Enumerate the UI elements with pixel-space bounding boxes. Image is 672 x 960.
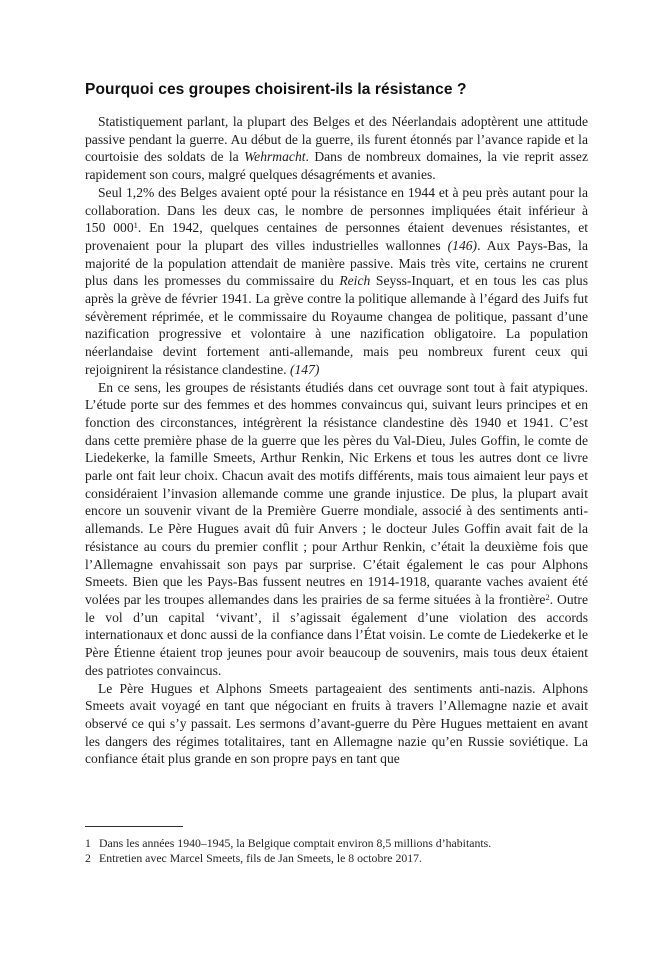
footnote-number: 1 [85, 836, 91, 850]
text-segment: Statistiquement parlant, la plupart des Belges et des Néerlandais adoptèrent une attitude passive pendant la guerre. Au début de la guerre, ils furent étonnés par l’avance rapide et la courtoisie des soldats de la [85, 114, 588, 165]
text-segment: Seul 1,2% des Belges avaient opté pour la résistance en 1944 et à peu près autant pour la collaboration. Dans les deux cas, le nombre de personnes impliquées était inférieur à 150 000 [85, 184, 588, 236]
text-segment: Wehrmacht [244, 149, 306, 165]
footnote-ref: 2 [545, 591, 550, 602]
footnote [85, 851, 588, 866]
text-segment: . Outre le vol d’un capital ‘vivant’, il s’agissait également d’une violation des accords internationaux et donc aussi de la confiance dans l’État voisin. Le comte de Liedekerke et le Père Étienne étaient trop jeunes pour avoir beaucoup de souvenirs, mais tous deux étaient des patriotes convaincus. [85, 591, 588, 678]
body-text [85, 113, 588, 768]
paragraph [85, 113, 588, 184]
text-segment: Reich [339, 273, 371, 289]
footnote-text: Entretien avec Marcel Smeets, fils de Jan Smeets, le 8 octobre 2017. [99, 851, 423, 866]
text-segment: . Dans de nombreux domaines, la vie reprit assez rapidement son cours, malgré quelques désagréments et avanies. [85, 149, 588, 183]
footnote-text: Dans les années 1940–1945, la Belgique comptait environ 8,5 millions d’habitants. [99, 836, 492, 850]
text-segment: En ce sens, les groupes de résistants étudiés dans cet ouvrage sont tout à fait atypiques. L’étude porte sur des femmes et des hommes convaincus qui, suivant leurs principes et en fonction des circonstances, intégrèrent la résistance clandestine dès 1940 et 1941. C’est dans cette première phase de la guerre que les pères du Val-Dieu, Jules Goffin, le comte de Liedekerke, la famille Smeets, Arthur Renkin, Nic Erkens et tous les autres dont ce livre parle ont fait leur choix. Chacun avait des motifs différents, mais tous aimaient leur pays et considéraient l’invasion allemande comme une grande injustice. De plus, la plupart avait encore un souvenir vivant de la Première Guerre mondiale, associé à des sentiments anti-allemands. Le Père Hugues avait dû fuir Anvers ; le docteur Jules Goffin avait fait de la résistance au cours du premier conflit ; pour Arthur Renkin, c’était la deuxième fois que l’Allemagne envahissait son pays par surprise. C’était également le cas pour Alphons Smeets. Bien que les Pays-Bas fussent neutres en 1914-1918, quarante vaches avaient été volées par les troupes allemandes dans les prairies de sa ferme situées à la frontière [85, 379, 588, 607]
text-segment: . Aux Pays-Bas, la majorité de la population attendait de manière passive. Mais très vite, certains ne crurent plus dans les promesses du commissaire du [85, 237, 588, 289]
text-segment: . En 1942, quelques centaines de personnes étaient devenues résistantes, et provenaient pour la plupart des villes industrielles wallonnes [85, 220, 588, 253]
paragraph [85, 184, 588, 379]
text-segment: Le Père Hugues et Alphons Smeets partageaient des sentiments anti-nazis. Alphons Smeets avait voyagé en tant que négociant en fruits à travers l’Allemagne nazie et avait observé ce qui s’y passait. Les sermons d’avant-guerre du Père Hugues mettaient en avant les dangers des régimes totalitaires, tant en Allemagne nazie qu’en Russie soviétique. La confiance était plus grande en son propre pays en tant que [85, 680, 588, 767]
text-segment: Seyss-Inquart, et en tous les cas plus après la grève de février 1941. La grève contre la politique allemande à l’égard des Juifs fut sévèrement réprimée, et le commissaire du Royaume changea de politique, passant d’une nazification progressive et volontaire à une nazification obligatoire. La population néerlandaise devint fortement anti-allemande, mais peu nombreux furent ceux qui rejoignirent la résistance clandestine. [85, 273, 588, 377]
footnote-ref: 1 [133, 220, 138, 231]
footnote-list [85, 836, 588, 867]
text-segment: (147) [289, 361, 320, 377]
paragraph [85, 680, 588, 769]
footnote [85, 836, 588, 851]
section-heading: Pourquoi ces groupes choisirent-ils la résistance ? [85, 81, 467, 98]
footnotes [85, 820, 588, 867]
footnote-number: 2 [85, 851, 91, 866]
footnote-separator [85, 826, 183, 827]
paragraph [85, 379, 588, 680]
text-segment: (146) [447, 237, 478, 253]
